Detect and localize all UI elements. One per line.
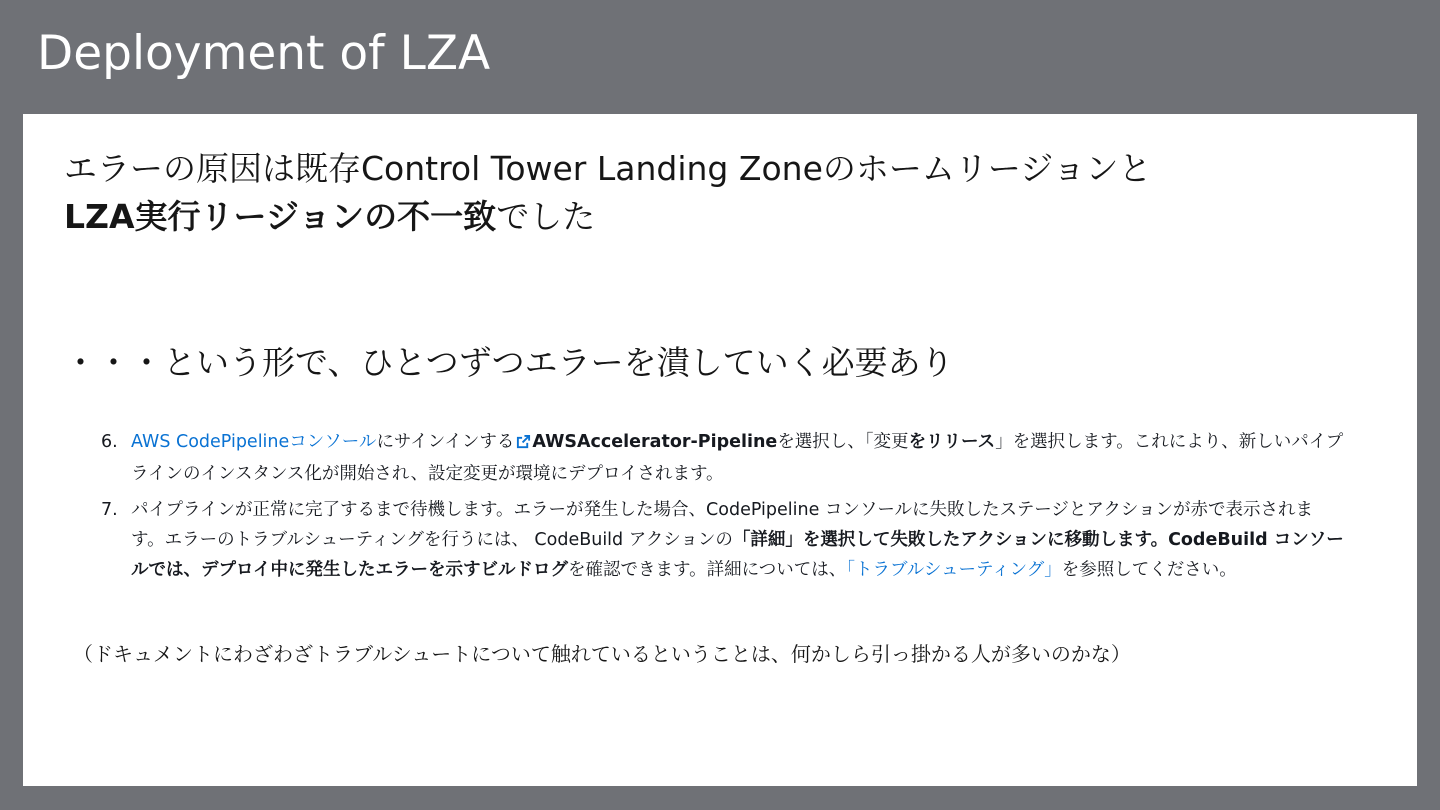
subline: ・・・という形で、ひとつずつエラーを潰していく必要あり — [64, 343, 954, 382]
step-number: 6. — [101, 432, 118, 452]
note: （ドキュメントにわざわざトラブルシュートについて触れているということは、何かしら引っ掛かる人が多いのかな） — [73, 642, 1131, 666]
headline — [64, 145, 1152, 241]
pipeline-name: AWSAccelerator-Pipeline — [532, 432, 778, 452]
step-text: を確認できます。詳細については、 — [567, 560, 847, 580]
step-text: パイプラインが正常に完了するまで待機します。エラーが発生した場合、CodePipeline コンソールに失敗したステージとアクションが赤で表示されます。エラーのトラブルシューティングを行うには、 CodeBuild アクションの — [131, 500, 1313, 550]
headline-line-2 — [64, 193, 1152, 241]
headline-line-1: エラーの原因は既存Control Tower Landing Zoneのホームリージョンと — [64, 149, 1152, 188]
step-body — [131, 495, 1346, 585]
documentation-excerpt — [101, 427, 1346, 591]
step-text: を選択し、「変更 — [777, 432, 909, 452]
headline-line-2-rest: でした — [496, 197, 596, 236]
step-7 — [101, 495, 1346, 585]
step-body — [131, 427, 1346, 489]
content-panel — [23, 114, 1417, 786]
external-link-icon[interactable] — [516, 429, 531, 459]
step-6 — [101, 427, 1346, 489]
slide-title: Deployment of LZA — [37, 26, 491, 81]
step-text: にサインインする — [376, 432, 515, 452]
step-text: を参照してください。 — [1061, 560, 1237, 580]
headline-emphasis: LZA実行リージョンの不一致 — [64, 197, 497, 236]
codepipeline-console-link[interactable]: AWS CodePipelineコンソール — [131, 432, 377, 452]
troubleshooting-link[interactable]: 「トラブルシューティング」 — [846, 560, 1062, 580]
step-text: 」を選択します。これにより、新しいパイプラインのインスタンス化が開始され、設定変更が環境にデプロイされます。 — [131, 432, 1344, 484]
release-change-label: をリリース — [908, 432, 996, 452]
step-number: 7. — [101, 500, 118, 520]
step-emphasis: 「詳細」を選択して失敗したアクションに移動します。CodeBuild コンソールでは、デプロイ中に発生したエラーを示すビルドログ — [131, 530, 1344, 580]
